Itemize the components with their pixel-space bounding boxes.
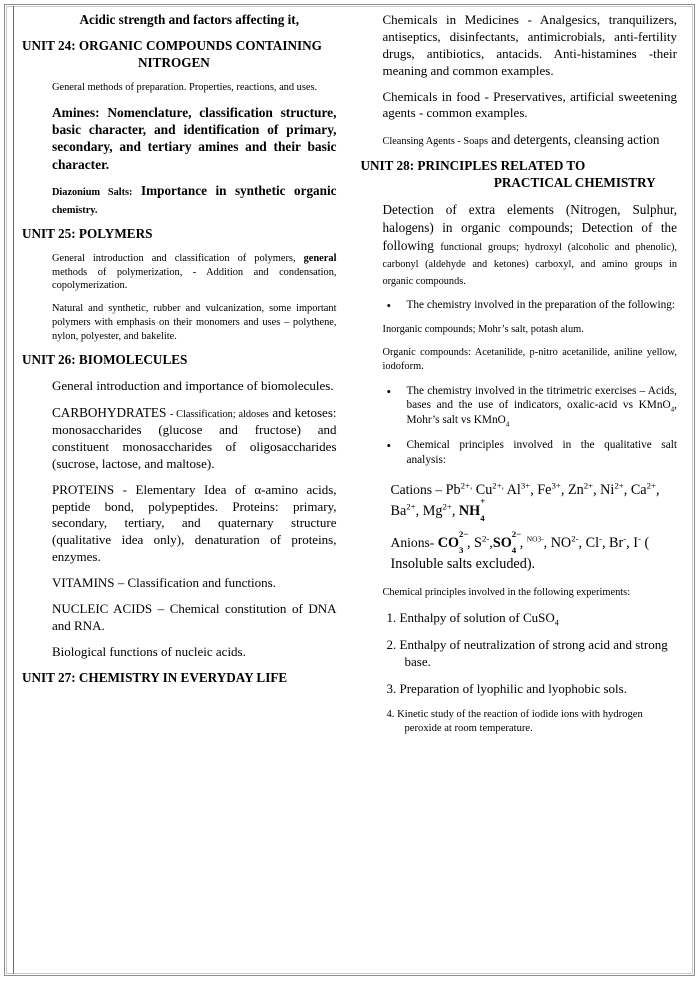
acidic-strength-heading: Acidic strength and factors affecting it,	[79, 12, 299, 27]
experiment-item-1: 1. Enthalpy of solution of CuSO$_4$	[386, 610, 559, 628]
detection-functional-groups: functional groups; hydroxyl (alcoholic and phenolic), carbonyl (aldehyde and ketones) carboxyl, and amino groups in organic compounds.	[382, 241, 677, 287]
experiment-item-4: 4. Kinetic study of the reaction of iodide ions with hydrogen peroxide at room temperature.	[386, 708, 643, 735]
carbohydrates-label: CARBOHYDRATES	[52, 405, 167, 421]
unit-28-heading	[361, 158, 678, 192]
anions-label: Anions-	[390, 535, 435, 551]
polymers-intro-b: methods of polymerization, - Addition and condensation, copolymerization.	[52, 266, 337, 292]
left-column	[14, 8, 349, 982]
diazonium-chemistry: chemistry.	[52, 204, 98, 216]
cleansing-agents-text: and detergents, cleansing action	[491, 132, 660, 148]
unit-26-carbohydrates	[22, 404, 337, 473]
bullet-preparation	[361, 298, 678, 313]
experiments-intro: Chemical principles involved in the following experiments:	[382, 587, 631, 599]
bullet-titrimetric-text: The chemistry involved in the titrimetric exercises – Acids, bases and the use of indicators, oxalic-acid vs KMnO$_4$, Mohr’s salt vs KMnO$_4$	[406, 384, 677, 429]
polymers-intro-a: General introduction and classification of polymers,	[52, 252, 296, 264]
inorganic-compounds: Inorganic compounds; Mohr’s salt, potash alum.	[382, 324, 584, 336]
cleansing-agents-label: Cleansing Agents - Soaps	[382, 136, 489, 148]
unit-24-amines-paragraph	[22, 104, 337, 174]
experiment-item-2: 2. Enthalpy of neutralization of strong acid and strong base.	[386, 637, 668, 669]
unit-24-heading-line2: NITROGEN	[138, 54, 210, 70]
unit-26-vitamins: VITAMINS – Classification and functions.	[52, 575, 276, 591]
unit-26-heading: UNIT 26: BIOMOLECULES	[22, 352, 188, 368]
unit-26-nucleic-acids: NUCLEIC ACIDS – Chemical constitution of DNA and RNA.	[52, 601, 337, 633]
bullet-qualitative-salt	[361, 438, 678, 468]
unit-25-paragraph-1	[22, 252, 337, 293]
unit-25-heading: UNIT 25: POLYMERS	[22, 226, 153, 242]
unit-28-heading-line2: PRACTICAL CHEMISTRY	[493, 175, 656, 191]
unit-24-general-methods: General methods of preparation. Properties, reactions, and uses.	[52, 81, 318, 93]
bullet-dot-icon: •	[386, 298, 392, 314]
bullet-preparation-text: The chemistry involved in the preparation of the following:	[406, 299, 676, 312]
unit-28-heading-line1: UNIT 28: PRINCIPLES RELATED TO	[360, 158, 586, 174]
diazonium-importance: Importance in synthetic organic	[141, 183, 337, 199]
unit-26-biomolecules-intro: General introduction and importance of biomolecules.	[52, 378, 334, 394]
chemicals-in-medicines: Chemicals in Medicines - Analgesics, tranquilizers, antiseptics, disinfectants, antimicrobials, anti-fertility drugs, antibiotics, antacids. Anti-histamines -their meaning and common examples.	[382, 12, 677, 78]
unit-24-diazonium-paragraph	[22, 182, 337, 217]
unit-24-heading-line1: UNIT 24: ORGANIC COMPOUNDS CONTAINING	[22, 38, 322, 53]
unit-25-paragraph-2: Natural and synthetic, rubber and vulcanization, some important polymers with emphasis on their monomers and uses – polythene, nylon, polyester, and bakelite.	[52, 303, 337, 342]
unit-24-heading	[22, 38, 337, 72]
cations-formulas: $Pb^{2+,}$ $Cu^{2+,}$ $Al^{3+}$, $Fe^{3+}$, $Zn^{2+}$, $Ni^{2+}$, $Ca^{2+}$, $Ba^{2+}$, $Mg^{2+}$, NH + 4	[390, 480, 660, 523]
bullet-dot-icon: •	[386, 383, 392, 399]
unit-28-detection-paragraph	[361, 201, 678, 288]
anions-line	[361, 528, 678, 574]
organic-compounds: Organic compounds: Acetanilide, p-nitro acetanilide, aniline yellow, iodoform.	[382, 347, 677, 372]
cleansing-agents	[361, 131, 678, 149]
bullet-dot-icon: •	[386, 438, 392, 454]
carbohydrates-rest: and ketoses: monosaccharides (glucose and fructose) and constituent monosaccharides of oligosaccharides (sucrose, lactose, and maltose).	[52, 405, 337, 471]
unit-26-biological-functions: Biological functions of nucleic acids.	[52, 643, 246, 659]
unit-27-heading: UNIT 27: CHEMISTRY IN EVERYDAY LIFE	[22, 669, 288, 685]
cations-line	[361, 480, 678, 521]
detection-extra-elements: Detection of extra elements (Nitrogen, Sulphur, halogens) in organic compounds; Detection of the following	[382, 202, 677, 253]
right-column	[349, 8, 684, 982]
bullet-qualitative-salt-text: Chemical principles involved in the qualitative salt analysis:	[406, 439, 677, 467]
bullet-titrimetric	[361, 384, 678, 429]
amines-text: Nomenclature, classification structure, basic character, and identification of primary, secondary, and tertiary amines and their basic character.	[52, 104, 337, 172]
anions-formulas: CO 2− 3 , $S^{2-},SO$ 2− 4 , $^{NO3-}$, $NO^{2-}$, Cl-, Br-, I- ( Insoluble salts excluded).	[390, 528, 650, 572]
cations-label: Cations –	[390, 482, 443, 498]
chemicals-in-food: Chemicals in food - Preservatives, artificial sweetening agents - common examples.	[382, 88, 677, 121]
experiment-item-3: 3. Preparation of lyophilic and lyophobic sols.	[386, 680, 627, 696]
amines-label: Amines:	[52, 104, 100, 120]
diazonium-label: Diazonium Salts:	[52, 187, 133, 199]
carbohydrates-classification: - Classification; aldoses	[169, 409, 269, 421]
polymers-general-bold: general	[303, 252, 337, 264]
unit-26-proteins: PROTEINS - Elementary Idea of α-amino acids, peptide bond, polypeptides. Proteins: primary, secondary, tertiary, and quaternary structure (qualitative idea only), denaturation of proteins, enzymes.	[52, 481, 337, 565]
